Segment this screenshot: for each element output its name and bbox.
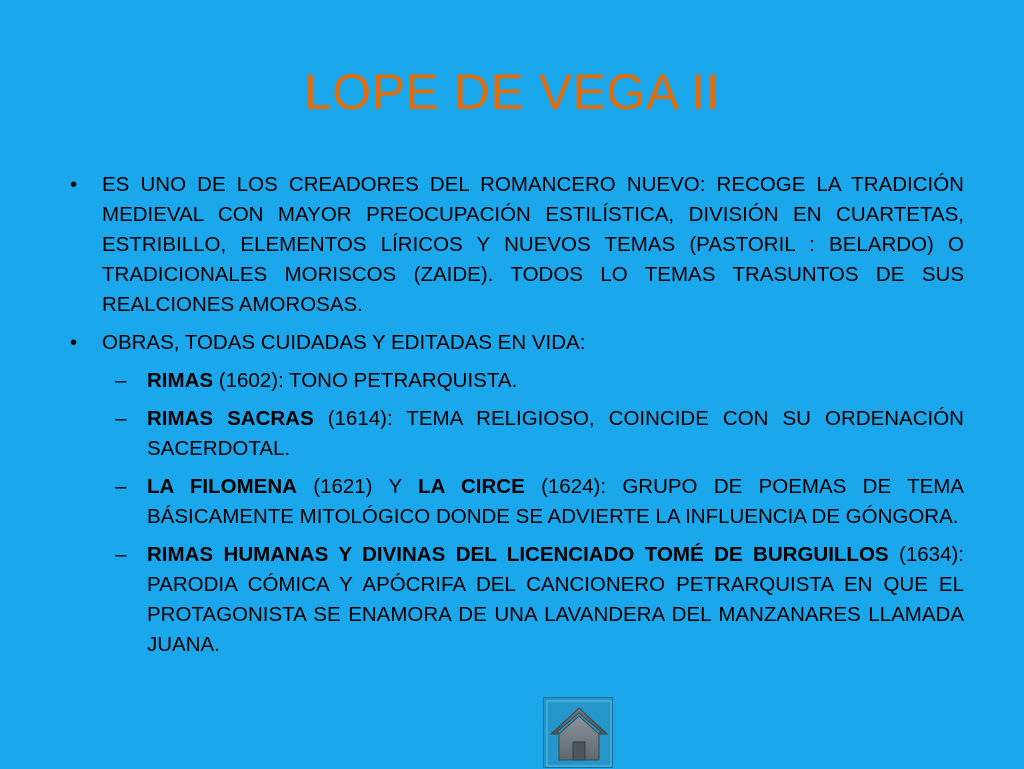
- sub-item-filomena: [70, 472, 964, 532]
- work-title: LA FILOMENA: [147, 475, 297, 498]
- dash-symbol: –: [115, 369, 127, 392]
- work-description: (1614): TEMA RELIGIOSO, COINCIDE CON SU ORDENACIÓN SACERDOTAL.: [147, 407, 964, 460]
- bullet-symbol: •: [70, 173, 78, 196]
- work-description: (1602): TONO PETRARQUISTA.: [213, 369, 518, 392]
- dash-symbol: –: [115, 475, 127, 498]
- bullet-item-obras: [70, 328, 964, 358]
- work-connector: (1621) Y: [296, 475, 419, 498]
- work-title: RIMAS SACRAS: [147, 407, 314, 430]
- work-description: (1624): GRUPO DE POEMAS DE TEMA BÁSICAMENTE MITOLÓGICO DONDE SE ADVIERTE LA INFLUENCIA DE GÓNGORA.: [147, 475, 965, 528]
- bullet-item-romancero: [70, 170, 964, 320]
- sub-item-burguillos: [70, 540, 964, 660]
- slide-title: LOPE DE VEGA II: [304, 64, 720, 120]
- home-button[interactable]: [543, 697, 613, 768]
- bullet-text: OBRAS, TODAS CUIDADAS Y EDITADAS EN VIDA:: [102, 331, 586, 354]
- sub-item-rimas: [70, 366, 964, 396]
- dash-symbol: –: [115, 407, 127, 430]
- work-title: RIMAS HUMANAS Y DIVINAS DEL LICENCIADO TOMÉ DE BURGUILLOS: [147, 543, 889, 566]
- work-title-2: LA CIRCE: [418, 475, 525, 498]
- work-description: (1634): PARODIA CÓMICA Y APÓCRIFA DEL CANCIONERO PETRARQUISTA EN QUE EL PROTAGONISTA SE ENAMORA DE UNA LAVANDERA DEL MANZANARES LLAMADA JUANA.: [147, 543, 964, 656]
- sub-item-rimas-sacras: [70, 404, 964, 464]
- bullet-symbol: •: [70, 331, 78, 354]
- home-icon: [544, 698, 614, 769]
- bullet-text: ES UNO DE LOS CREADORES DEL ROMANCERO NUEVO: RECOGE LA TRADICIÓN MEDIEVAL CON MAYOR PREOCUPACIÓN ESTILÍSTICA, DIVISIÓN EN CUARTETAS, ESTRIBILLO, ELEMENTOS LÍRICOS Y NUEVOS TEMAS (PASTORIL : BELARDO) O TRADICIONALES MORISCOS (ZAIDE). TODOS LO TEMAS TRASUNTOS DE SUS REALCIONES AMOROSAS.: [102, 173, 964, 316]
- slide-content: [70, 170, 964, 668]
- work-title: RIMAS: [147, 369, 214, 392]
- dash-symbol: –: [115, 543, 127, 566]
